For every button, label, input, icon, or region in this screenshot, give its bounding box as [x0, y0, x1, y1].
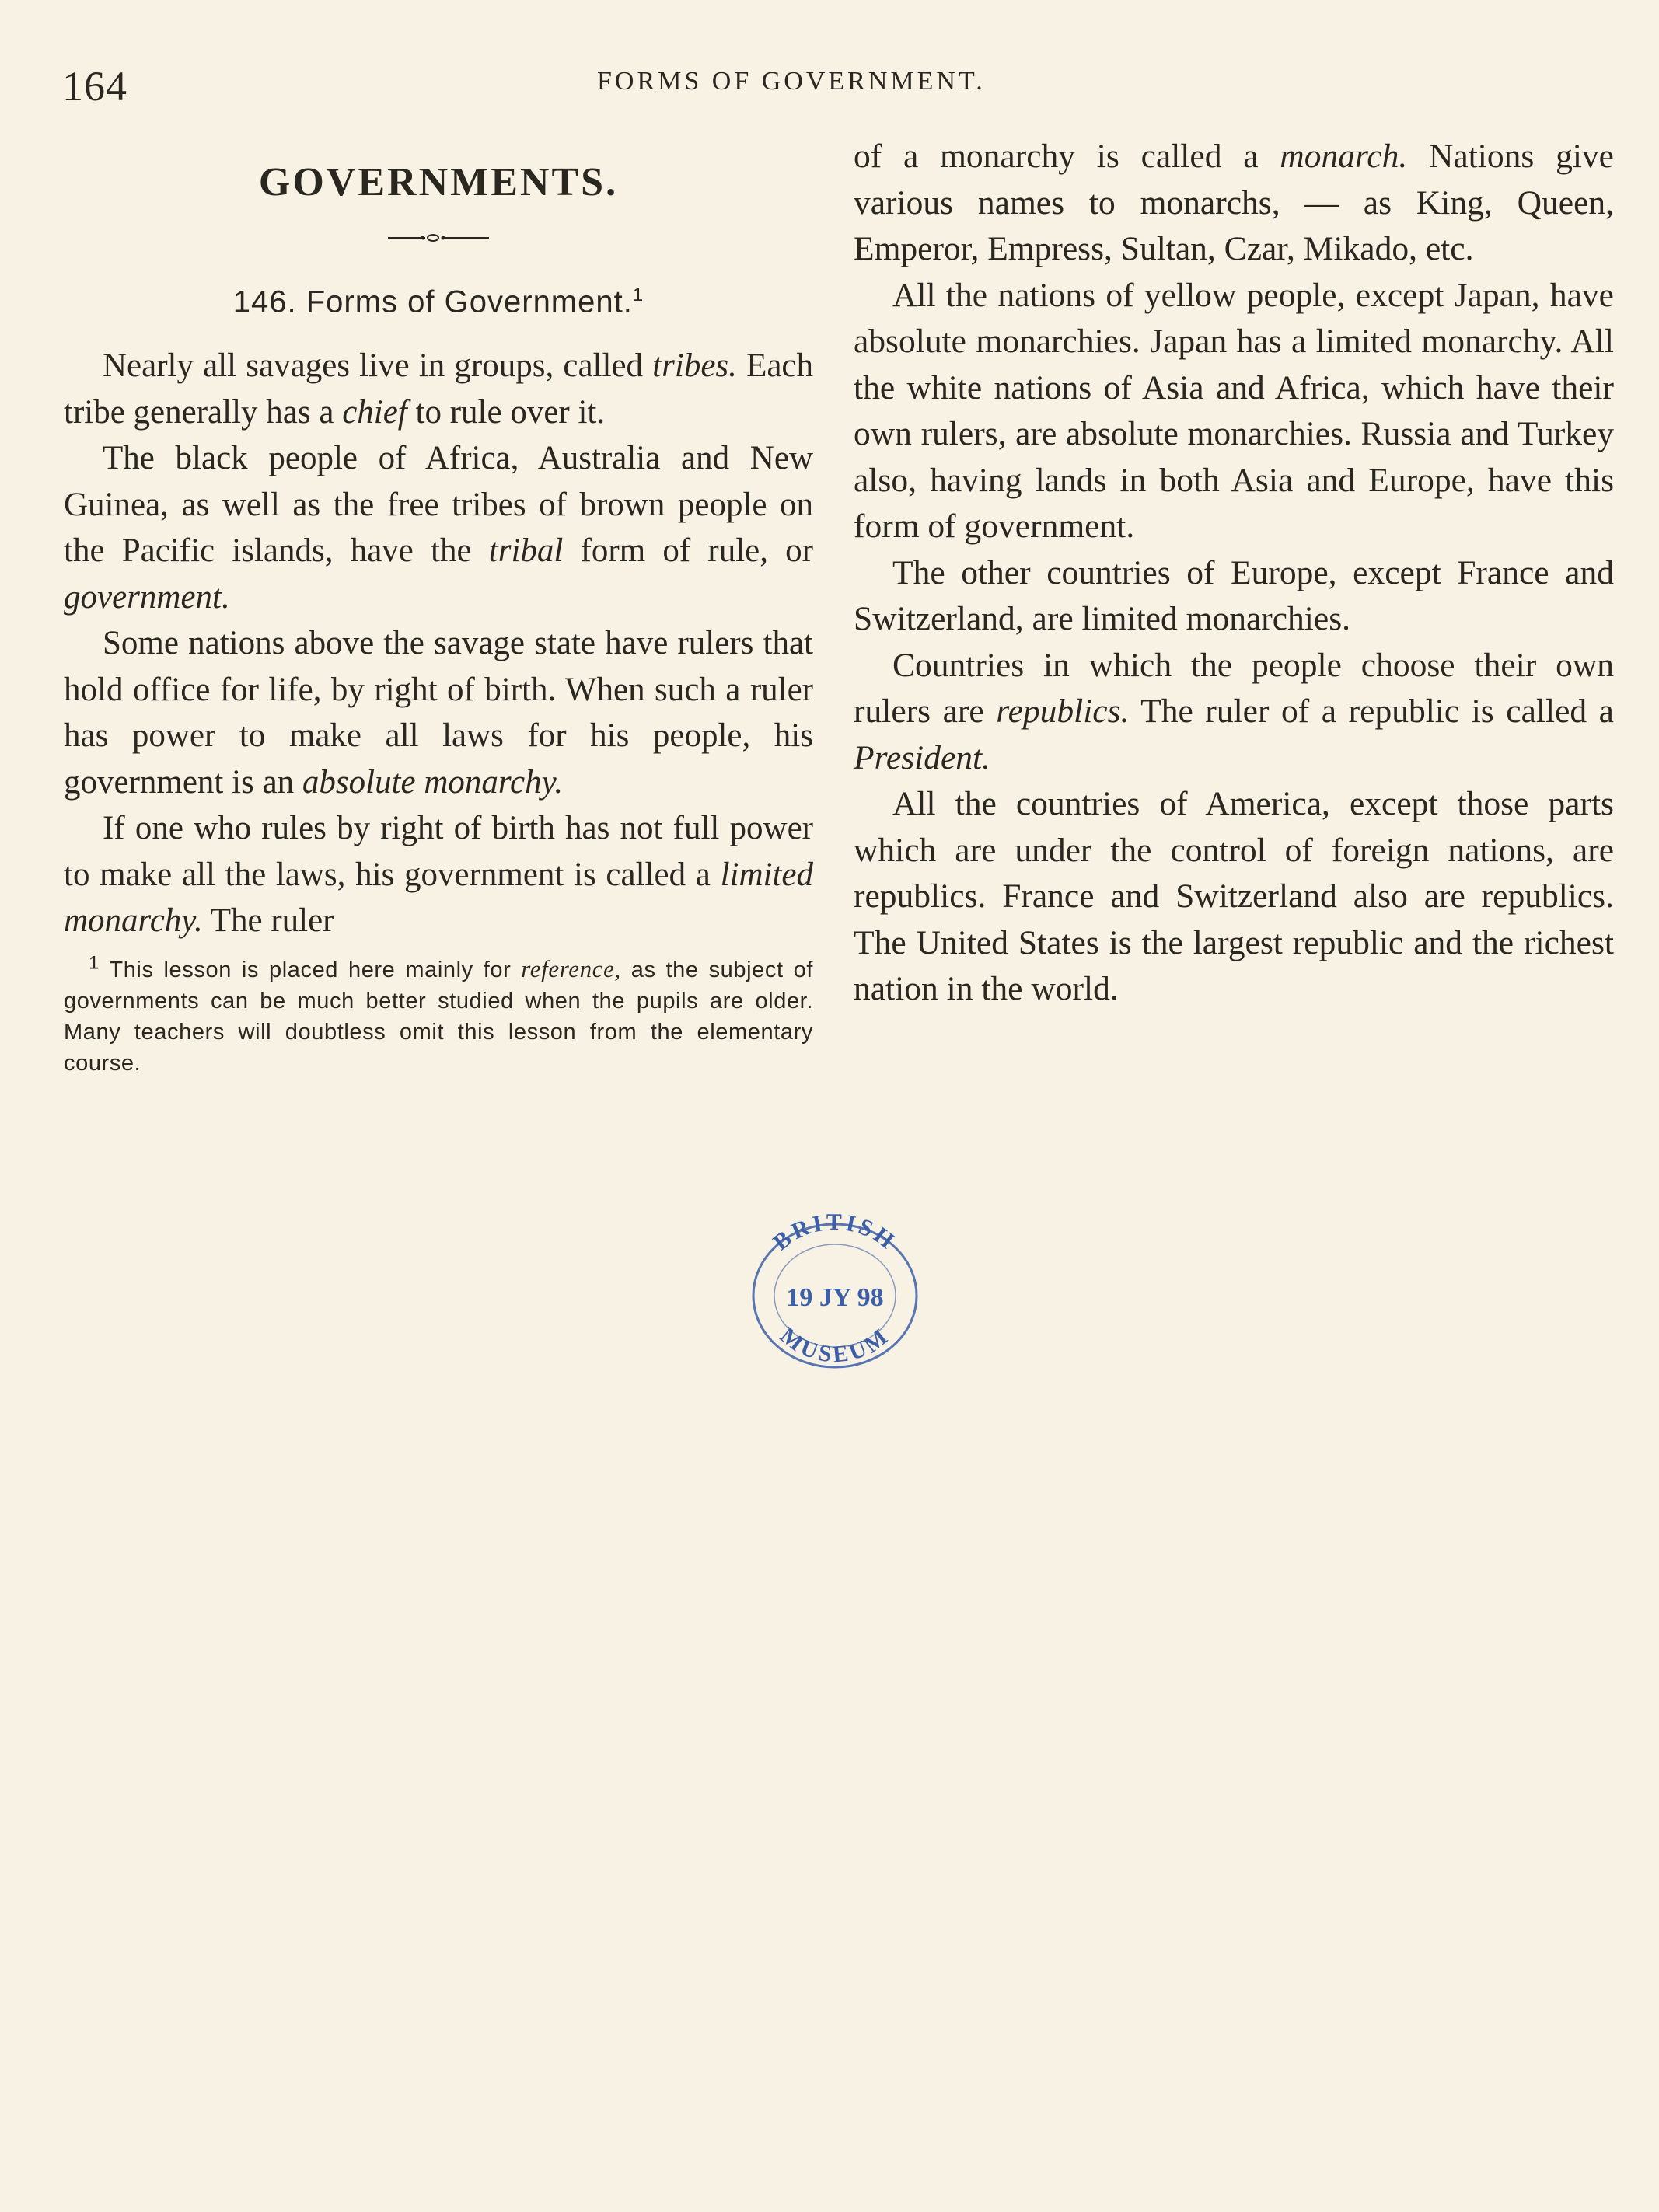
- paragraph-absolute-monarchies: All the nations of yellow people, except Japan, have absolute monarchies. Japan has a limited monarchy. All the white nations of Asia and Africa, which have their own rulers, are absolute monarchies. Russia and Turkey also, having lands in both Asia and Europe, have this form of government.: [854, 276, 1614, 545]
- text-run: form of rule, or: [563, 532, 813, 570]
- section-heading-text: 146. Forms of Government.: [232, 284, 633, 319]
- italic-term: chief: [342, 393, 407, 431]
- footnote-marker: 1: [89, 952, 100, 974]
- text-run: of a monarchy is called a: [854, 138, 1280, 175]
- library-stamp-icon: [742, 1214, 928, 1369]
- italic-term: limited monarchy.: [64, 856, 813, 940]
- italic-term: reference,: [521, 954, 621, 982]
- paragraph-tribal-rule: [64, 435, 813, 620]
- italic-term: tribal: [488, 532, 564, 570]
- text-run: If one who rules by right of birth has not full power to make all the laws, his government is called a: [64, 810, 813, 893]
- paragraph-republics: [854, 643, 1614, 782]
- footnote-reference: 1: [632, 284, 644, 305]
- section-heading: [64, 284, 813, 319]
- paragraph-america-republics: All the countries of America, except those parts which are under the control of foreign nations, are republics. France and Switzerland also are republics. The United States is the largest republic and the richest nation in the world.: [854, 785, 1614, 1007]
- text-run: The black people of Africa, Australia and New Guinea, as well as the free tribes of brown people on the Pacific islands, have the: [64, 440, 813, 570]
- text-run: Some nations above the savage state have rulers that hold office for life, by right of birth. When such a ruler has power to make all laws for his people, his government is an: [64, 625, 813, 801]
- text-run: Nations give various names to monarchs, — as King, Queen, Emperor, Empress, Sultan, Czar, Mikado, etc.: [854, 138, 1614, 267]
- running-head: FORMS OF GOVERNMENT.: [597, 67, 986, 96]
- page-number: 164: [62, 63, 127, 110]
- stamp-bottom-text: MUSEUM: [775, 1322, 895, 1368]
- chapter-title: GOVERNMENTS.: [258, 160, 619, 204]
- left-column: [64, 144, 813, 1079]
- paragraph-limited-monarchies: The other countries of Europe, except France and Switzerland, are limited monarchies.: [854, 553, 1614, 637]
- text-run: This lesson is placed here mainly for: [99, 957, 522, 982]
- ornament-divider-icon: [388, 230, 489, 246]
- italic-term: President.: [854, 738, 990, 776]
- footnote: [64, 954, 813, 1079]
- paragraph-tribes: [64, 343, 813, 435]
- text-run: as the subject of governments can be much better studied when the pupils are older. Many teachers will doubtless omit this lesson from the elementary course.: [64, 957, 813, 1076]
- text-run: The ruler: [202, 902, 334, 940]
- text-run: to rule over it.: [407, 393, 606, 431]
- italic-term: monarch.: [1280, 138, 1408, 175]
- paragraph-monarch: [854, 134, 1614, 273]
- italic-term: tribes.: [652, 347, 737, 385]
- stamp-date: 19 JY 98: [786, 1283, 884, 1312]
- italic-term: republics.: [996, 693, 1130, 730]
- paragraph-limited-monarchy: [64, 805, 813, 944]
- italic-term: government.: [64, 578, 230, 616]
- text-run: The ruler of a republic is called a: [1129, 693, 1614, 730]
- italic-term: absolute monarchy.: [302, 763, 564, 801]
- text-run: Nearly all savages live in groups, called: [103, 347, 653, 385]
- text-run: Each tribe generally has a: [64, 347, 814, 431]
- stamp-top-text: BRITISH: [768, 1214, 902, 1256]
- text-run: Countries in which the people choose their own rulers are: [854, 646, 1614, 730]
- right-column: [854, 134, 1614, 1013]
- paragraph-absolute-monarchy: [64, 620, 813, 805]
